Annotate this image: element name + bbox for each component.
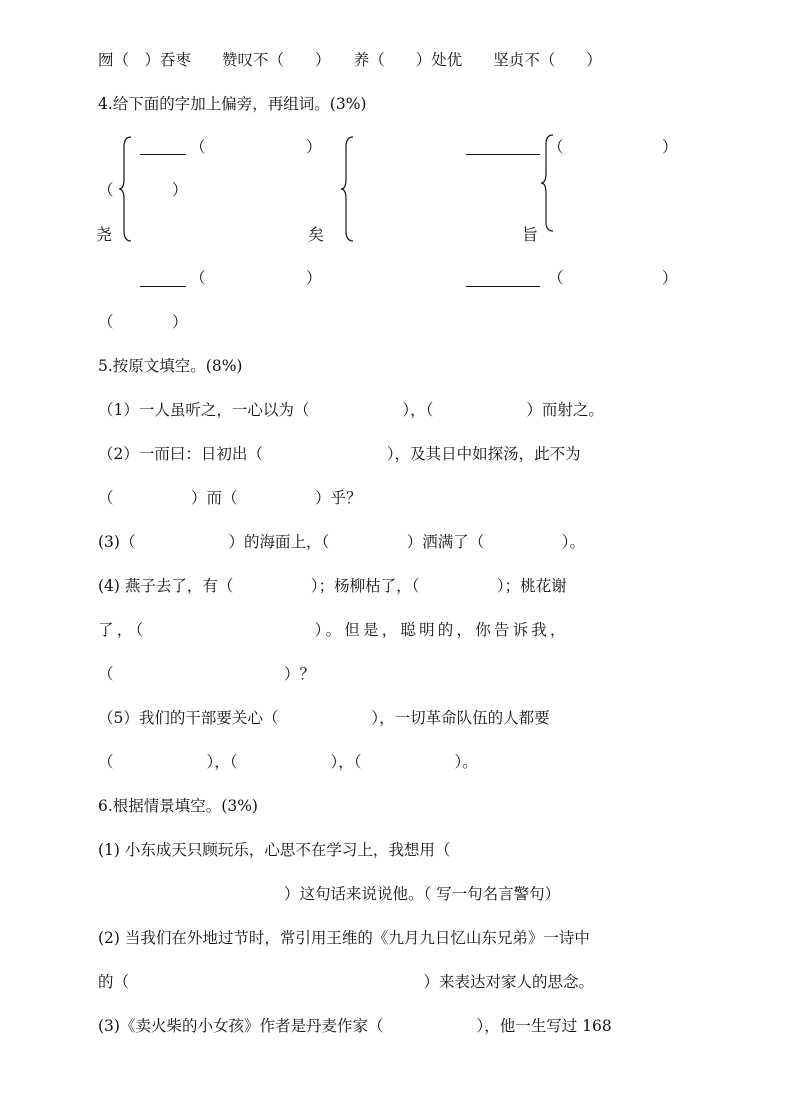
q5-title: 5.按原文填空。(8%) <box>98 357 243 375</box>
paren-open-1a: （ <box>190 138 206 156</box>
paren-close-3a: ） <box>662 138 678 156</box>
paren-close-1c: ） <box>306 269 322 287</box>
q4-title: 4.给下面的字加上偏旁，再组词。(3%) <box>98 95 367 113</box>
q6-line: (3)《卖火柴的小女孩》作者是丹麦作家（ ），他一生写过 168 <box>98 1017 612 1035</box>
paren-open-1c: （ <box>190 269 206 287</box>
left-brace-1 <box>118 135 132 243</box>
paren-close-1a: ） <box>306 138 322 156</box>
blank-line-3a[interactable] <box>466 154 540 155</box>
blank-line-1a[interactable] <box>140 154 186 155</box>
blank-line-1c[interactable] <box>140 286 186 287</box>
q5-line: （1）一人虽听之，一心以为（ ），（ ）而射之。 <box>98 401 604 419</box>
q5-line: 了，（ ）。但是，聪明的，你告诉我， <box>98 621 569 639</box>
q6-title: 6.根据情景填空。(3%) <box>98 797 258 815</box>
char-yao: 尧 <box>96 225 113 244</box>
q5-line: (3)（ ）的海面上，（ ）洒满了（ ）。 <box>98 533 585 551</box>
char-yi: 矣 <box>308 225 325 244</box>
q5-line: (4) 燕子去了，有（ ）；杨柳枯了，（ ）；桃花谢 <box>98 577 567 595</box>
paren-close-3c: ） <box>662 269 678 287</box>
paren-open-3c: （ <box>548 269 564 287</box>
blank-line-3c[interactable] <box>466 286 540 287</box>
paren-close-1d: ） <box>172 313 188 331</box>
q6-line: (2) 当我们在外地过节时，常引用王维的《九月九日忆山东兄弟》一诗中 <box>98 929 590 947</box>
char-zhi: 旨 <box>522 225 539 244</box>
q6-line: (1) 小东成天只顾玩乐，心思不在学习上，我想用（ <box>98 841 451 859</box>
q5-line: （2）一而曰：日初出（ ），及其日中如探汤，此不为 <box>98 445 581 463</box>
q5-line: （ ），（ ），（ ）。 <box>98 753 478 771</box>
q5-line: （ ）？ <box>98 665 316 683</box>
paren-open-1b: （ <box>98 181 114 199</box>
idiom-fill-line: 囫（ ）吞枣 赞叹不（ ） 养（ ）处优 坚贞不（ ） <box>98 51 602 69</box>
paren-open-3a: （ <box>548 138 564 156</box>
q5-line: （5）我们的干部要关心（ ），一切革命队伍的人都要 <box>98 709 550 727</box>
left-brace-2 <box>340 135 354 243</box>
paren-close-1b: ） <box>172 181 188 199</box>
q6-line: ）这句话来说说他。（ 写一句名言警句） <box>284 885 561 903</box>
paren-open-1d: （ <box>98 313 114 331</box>
q5-line: （ ）而（ ）乎？ <box>98 489 362 507</box>
q6-line: 的（ ）来表达对家人的思念。 <box>98 973 595 991</box>
